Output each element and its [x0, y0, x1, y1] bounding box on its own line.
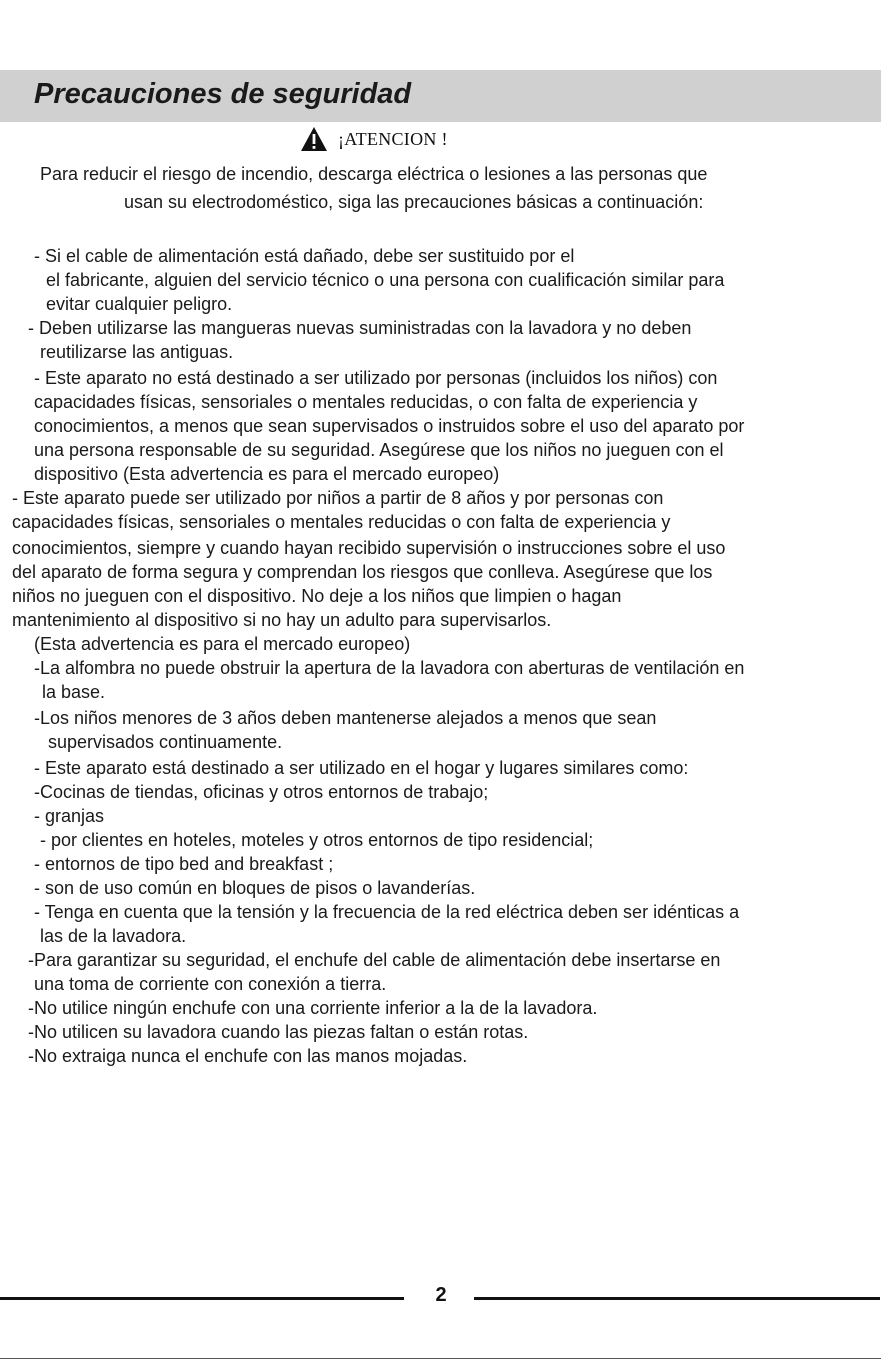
footer-rule-left — [0, 1297, 404, 1300]
footer-rule-right — [474, 1297, 880, 1300]
instruction-line: - Este aparato no está destinado a ser utilizado por personas (incluidos los niños) con — [34, 368, 718, 388]
instruction-line: - Si el cable de alimentación está dañado, debe ser sustituido por el — [34, 246, 575, 266]
instruction-line: - son de uso común en bloques de pisos o lavanderías. — [34, 878, 476, 898]
instruction-line: mantenimiento al dispositivo si no hay un adulto para supervisarlos. — [12, 610, 552, 630]
instruction-line: conocimientos, siempre y cuando hayan recibido supervisión o instrucciones sobre el uso — [12, 538, 726, 558]
instruction-line: -Para garantizar su seguridad, el enchufe del cable de alimentación debe insertarse en — [28, 950, 721, 970]
instruction-line: -La alfombra no puede obstruir la apertura de la lavadora con aberturas de ventilación en — [34, 658, 745, 678]
instruction-line: -No utilice ningún enchufe con una corriente inferior a la de la lavadora. — [28, 998, 598, 1018]
intro-line: Para reducir el riesgo de incendio, descarga eléctrica o lesiones a las personas que — [40, 164, 708, 184]
instruction-line: - por clientes en hoteles, moteles y otros entornos de tipo residencial; — [40, 830, 594, 850]
instruction-line: una toma de corriente con conexión a tierra. — [34, 974, 387, 994]
instruction-line: - Este aparato está destinado a ser utilizado en el hogar y lugares similares como: — [34, 758, 689, 778]
instruction-line: -No extraiga nunca el enchufe con las manos mojadas. — [28, 1046, 468, 1066]
instruction-line: del aparato de forma segura y comprendan los riesgos que conlleva. Asegúrese que los — [12, 562, 713, 582]
instruction-line: -Cocinas de tiendas, oficinas y otros entornos de trabajo; — [34, 782, 489, 802]
instruction-line: dispositivo (Esta advertencia es para el mercado europeo) — [34, 464, 500, 484]
instruction-line: -No utilicen su lavadora cuando las piezas faltan o están rotas. — [28, 1022, 529, 1042]
instruction-line: - granjas — [34, 806, 105, 826]
warning-heading — [300, 124, 448, 154]
instruction-line: capacidades físicas, sensoriales o mentales reducidas o con falta de experiencia y — [12, 512, 671, 532]
instruction-line: niños no jueguen con el dispositivo. No deje a los niños que limpien o hagan — [12, 586, 622, 606]
instruction-line: (Esta advertencia es para el mercado europeo) — [34, 634, 411, 654]
instruction-line: la base. — [42, 682, 106, 702]
instruction-line: capacidades físicas, sensoriales o mentales reducidas, o con falta de experiencia y — [34, 392, 698, 412]
warning-label: ¡ATENCION ! — [338, 128, 448, 149]
instruction-line: - Tenga en cuenta que la tensión y la frecuencia de la red eléctrica deben ser idénticas a — [34, 902, 740, 922]
page-number: 2 — [435, 1284, 447, 1306]
instruction-line: supervisados continuamente. — [48, 732, 283, 752]
instruction-line: el fabricante, alguien del servicio técnico o una persona con cualificación similar para — [46, 270, 725, 290]
instruction-line: una persona responsable de su seguridad. Asegúrese que los niños no jueguen con el — [34, 440, 724, 460]
intro-line: usan su electrodoméstico, siga las precauciones básicas a continuación: — [124, 192, 704, 212]
warning-triangle-icon — [300, 126, 328, 152]
instruction-line: reutilizarse las antiguas. — [40, 342, 234, 362]
page-title: Precauciones de seguridad — [34, 78, 412, 110]
instruction-line: conocimientos, a menos que sean supervisados o instruidos sobre el uso del aparato por — [34, 416, 745, 436]
instruction-line: - Deben utilizarse las mangueras nuevas suministradas con la lavadora y no deben — [28, 318, 692, 338]
instruction-line: -Los niños menores de 3 años deben mantenerse alejados a menos que sean — [34, 708, 657, 728]
instruction-line: evitar cualquier peligro. — [46, 294, 233, 314]
instruction-line: - entornos de tipo bed and breakfast ; — [34, 854, 334, 874]
instruction-line: - Este aparato puede ser utilizado por niños a partir de 8 años y por personas con — [12, 488, 664, 508]
page-bottom-rule — [0, 1358, 881, 1359]
instruction-line: las de la lavadora. — [40, 926, 187, 946]
